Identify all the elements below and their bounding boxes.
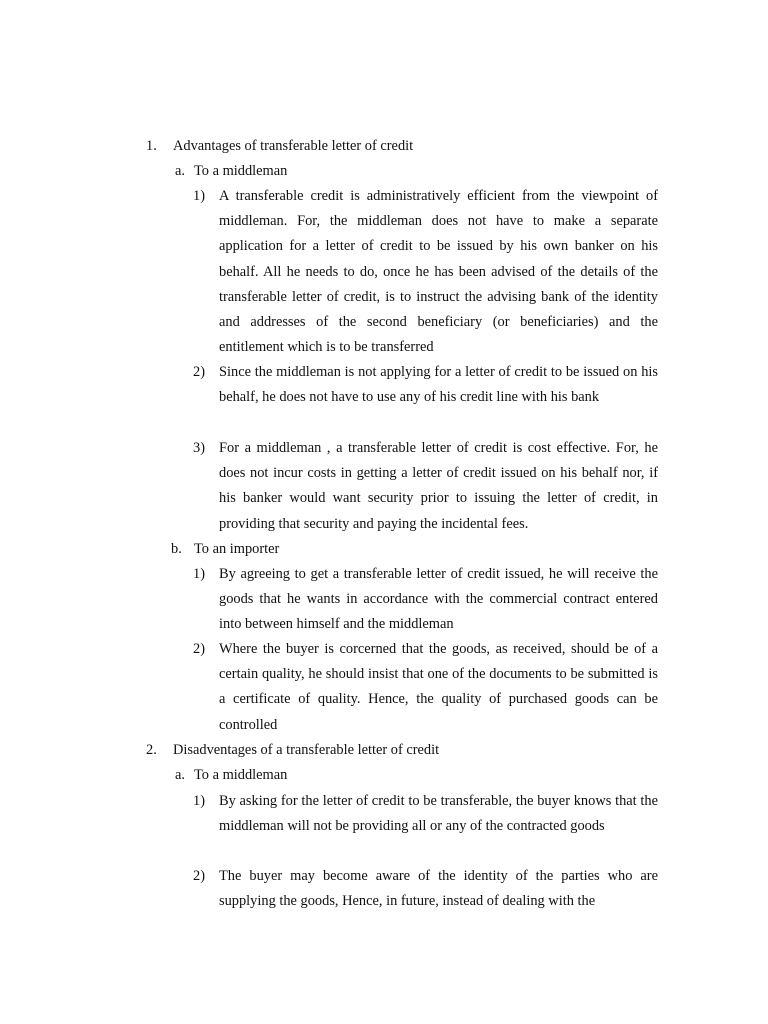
list-item — [193, 789, 658, 839]
item-number: 2) — [193, 364, 205, 380]
item-number: 1) — [193, 188, 205, 204]
item-text: The buyer may become aware of the identity of the parties who are supplying the goods, Hence, in future, instead of dealing with the — [219, 868, 658, 910]
item-text: Since the middleman is not applying for a letter of credit to be issued on his behalf, he does not have to use any of his credit line with his bank — [219, 364, 658, 406]
list-item — [193, 637, 658, 738]
item-text: By agreeing to get a transferable letter of credit issued, he will receive the goods that he wants in accordance with the commercial contract entered into between himself and the middleman — [219, 566, 658, 633]
section-heading — [146, 738, 658, 763]
subsection-letter: a. — [175, 163, 185, 179]
list-item — [193, 436, 658, 537]
subsection-heading — [175, 159, 658, 184]
item-text: For a middleman , a transferable letter of credit is cost effective. For, he does not incur costs in getting a letter of credit issued on his behalf nor, if his banker would want security prior to issuing the letter of credit, in providing that security and paying the incidental fees. — [219, 440, 658, 532]
list-item — [193, 360, 658, 410]
item-number: 3) — [193, 440, 205, 456]
subsection-letter: a. — [175, 767, 185, 783]
subsection-letter: b. — [171, 541, 182, 557]
item-number: 1) — [193, 566, 205, 582]
item-number: 2) — [193, 641, 205, 657]
list-item — [193, 562, 658, 638]
item-text: Where the buyer is corcerned that the goods, as received, should be of a certain quality, he should insist that one of the documents to be submitted is a certificate of quality. Hence, the quality of purchased goods can be controlled — [219, 641, 658, 733]
section-number: 1. — [146, 138, 157, 154]
section-number: 2. — [146, 742, 157, 758]
subsection-heading — [175, 763, 658, 788]
list-item — [193, 184, 658, 360]
item-text: A transferable credit is administratively efficient from the viewpoint of middleman. For, the middleman does not have to make a separate application for a letter of credit to be issued by his own banker on his behalf. All he needs to do, once he has been advised of the details of the transferable letter of credit, is to instruct the advising bank of the identity and addresses of the second beneficiary (or beneficiaries) and the entitlement which is to be transferred — [219, 188, 658, 356]
subsection-title: To a middleman — [194, 163, 288, 179]
item-number: 1) — [193, 793, 205, 809]
section-title: Advantages of transferable letter of credit — [173, 138, 414, 154]
list-item — [193, 864, 658, 914]
subsection-title: To a middleman — [194, 767, 288, 783]
item-text: By asking for the letter of credit to be transferable, the buyer knows that the middleman will not be providing all or any of the contracted goods — [219, 793, 658, 835]
subsection-title: To an importer — [194, 541, 280, 557]
section-title: Disadventages of a transferable letter of credit — [173, 742, 440, 758]
subsection-heading — [171, 537, 658, 562]
section-heading — [146, 134, 658, 159]
item-number: 2) — [193, 868, 205, 884]
